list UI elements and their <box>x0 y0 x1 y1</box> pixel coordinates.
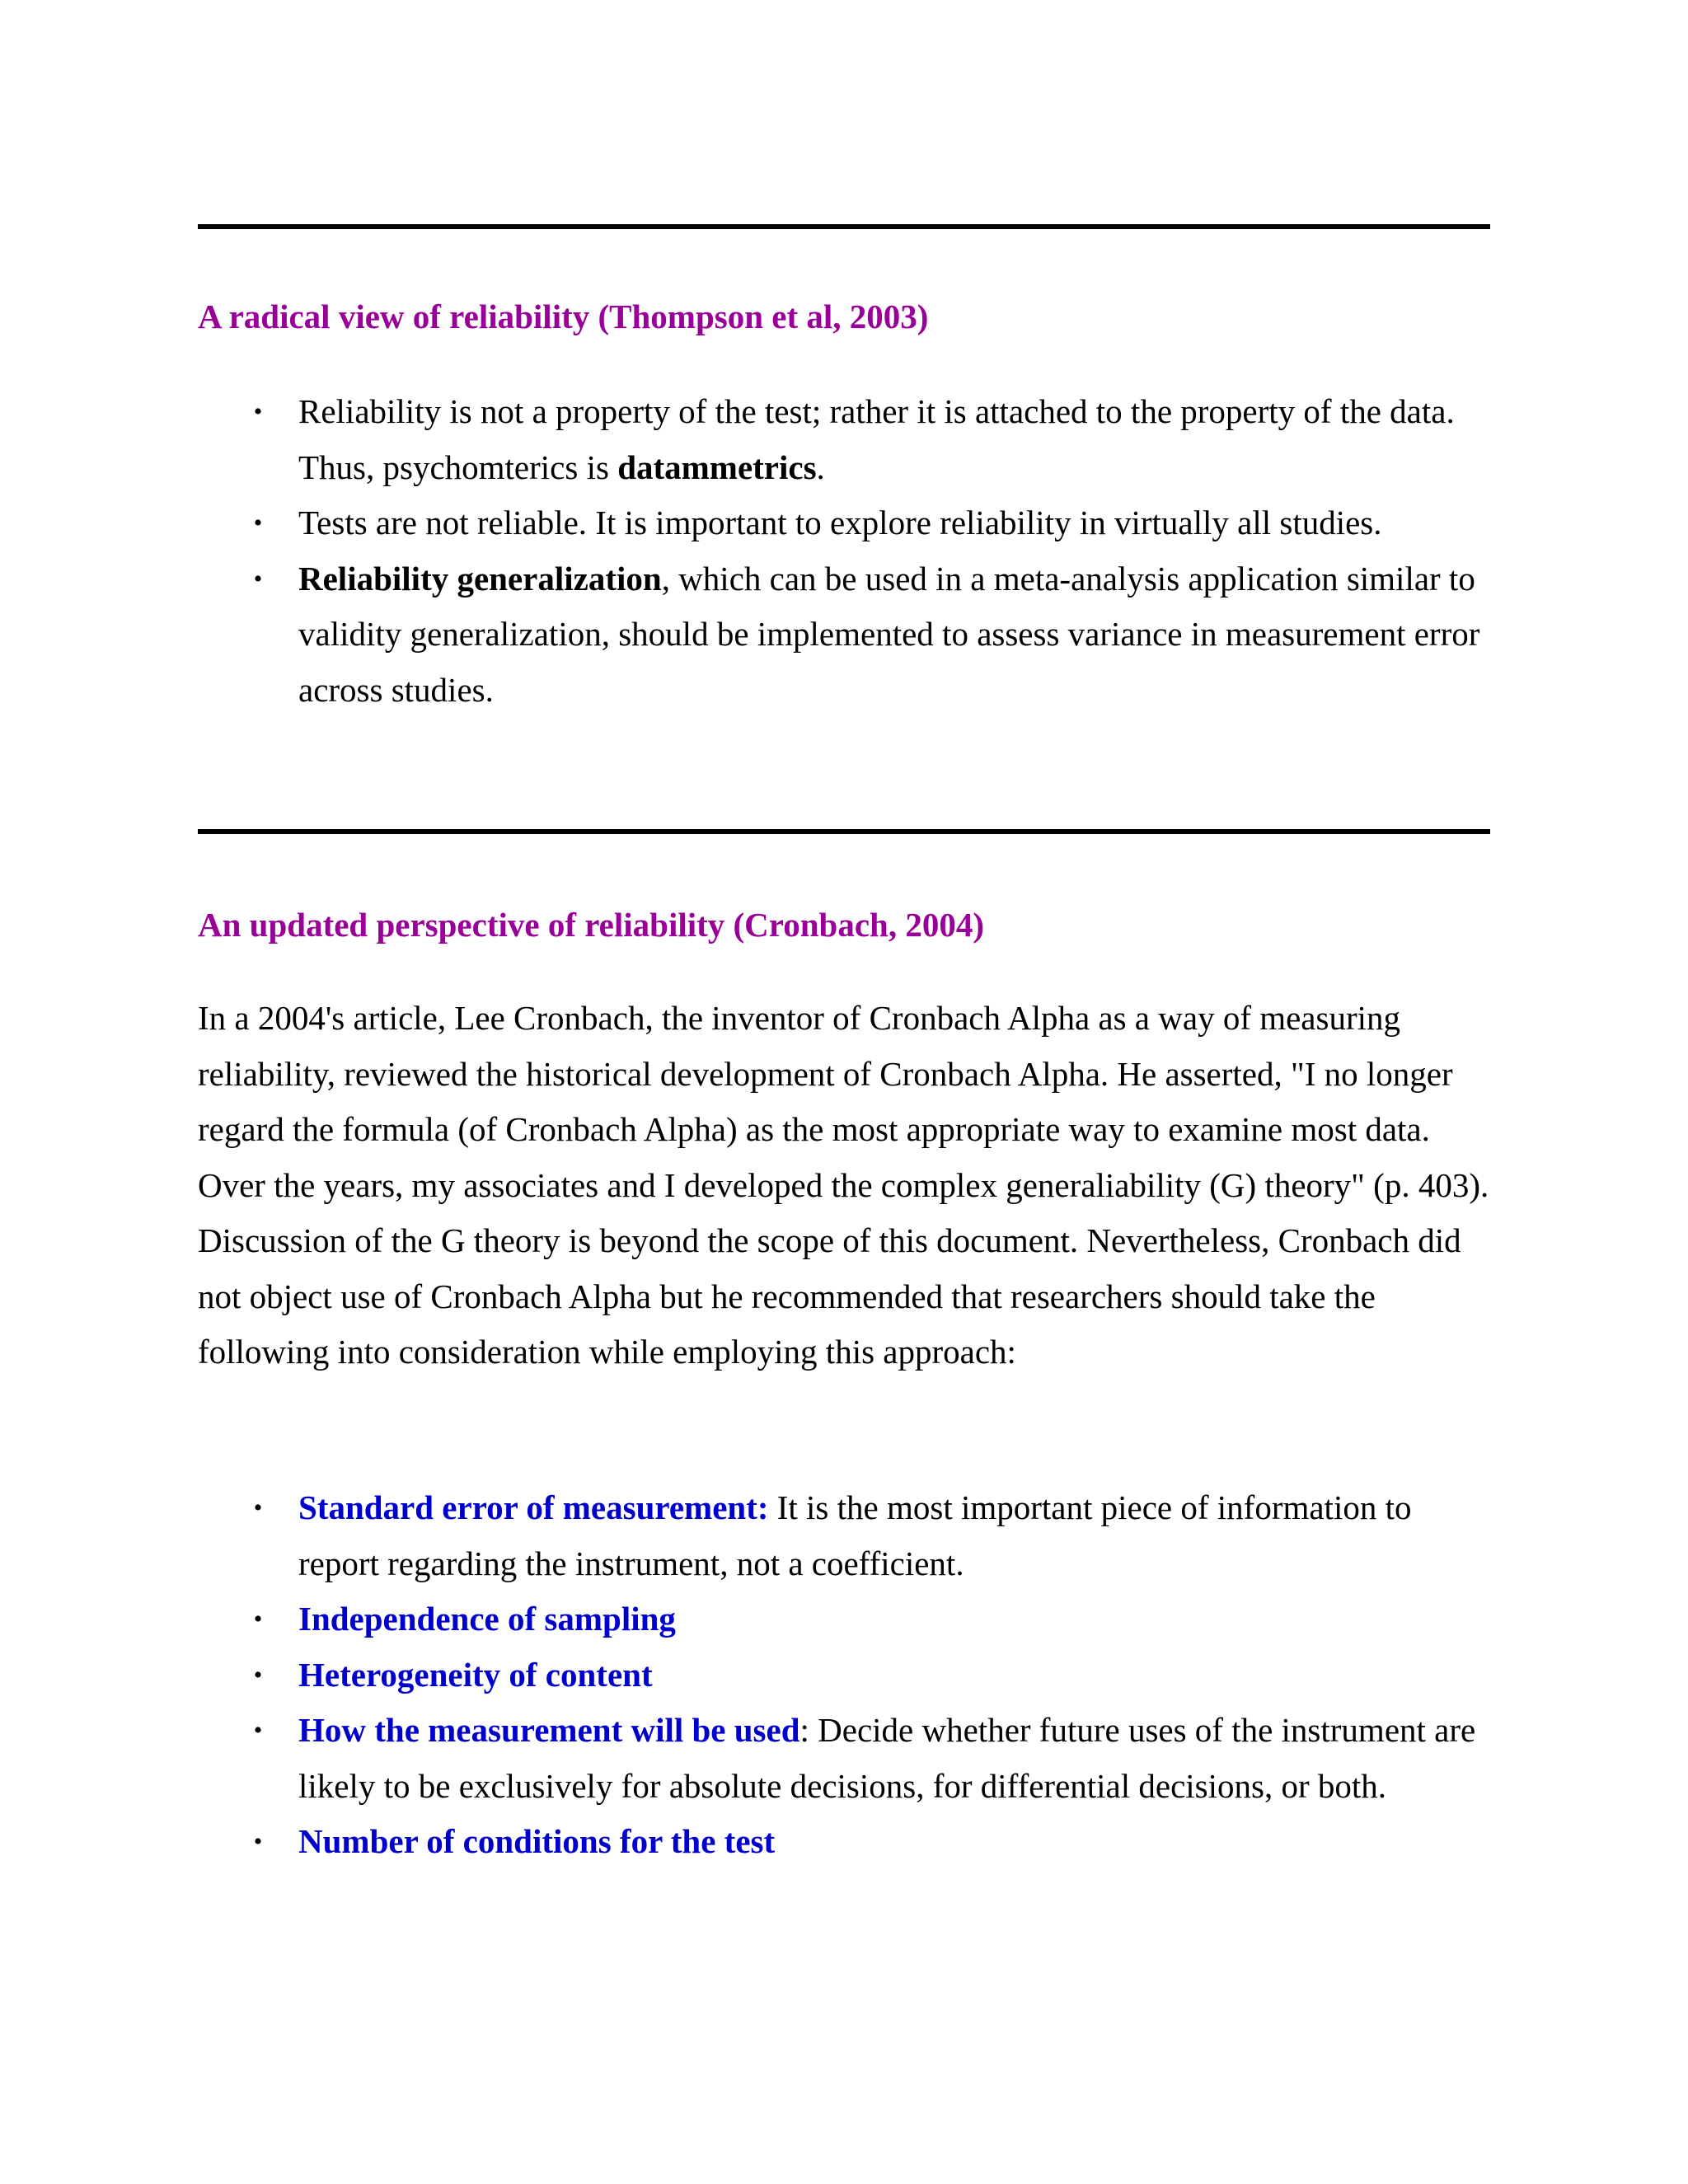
section1-bullet-list <box>198 384 1490 718</box>
section1-heading: A radical view of reliability (Thompson et al, 2003) <box>198 298 929 335</box>
list-item <box>198 551 1490 719</box>
list-item <box>198 1591 1490 1647</box>
list-item <box>198 1647 1490 1704</box>
bullet-bold-term: datammetrics <box>617 448 817 486</box>
list-item <box>198 1814 1490 1870</box>
bullet-icon: • <box>253 1717 263 1744</box>
bullet-term: How the measurement will be used <box>298 1711 800 1749</box>
bullet-bold-term: Reliability generalization <box>298 559 662 598</box>
list-item <box>198 1480 1490 1591</box>
bullet-term: Heterogeneity of content <box>298 1655 653 1694</box>
top-divider <box>198 224 1490 229</box>
section2-paragraph: In a 2004's article, Lee Cronbach, the inventor of Cronbach Alpha as a way of measuring reliability, reviewed the historical development of Cronbach Alpha. He asserted, "I no longer regard the formula (of Cronbach Alpha) as the most appropriate way to examine most data. Over the years, my associates and I developed the complex generaliability (G) theory" (p. 403). Discussion of the G theory is beyond the scope of this document. Nevertheless, Cronbach did not object use of Cronbach Alpha but he recommended that researchers should take the following into consideration while employing this approach: <box>198 999 1489 1371</box>
bullet-icon: • <box>253 1494 263 1521</box>
section2-heading: An updated perspective of reliability (Cronbach, 2004) <box>198 906 985 944</box>
bullet-icon: • <box>253 1661 263 1689</box>
bullet-text: Reliability is not a property of the test; rather it is attached to the property of the data. Thus, psychomterics is <box>298 392 1455 486</box>
bullet-text: : Decide whether future uses of the instrument are likely to be exclusively for absolute decisions, for differential decisions, or both. <box>298 1711 1476 1805</box>
bullet-term: Independence of sampling <box>298 1600 676 1638</box>
bullet-icon: • <box>253 1828 263 1855</box>
bullet-text: It is the most important piece of information to report regarding the instrument, not a coefficient. <box>298 1488 1412 1582</box>
bullet-icon: • <box>253 1605 263 1633</box>
section2-bullet-list <box>198 1480 1490 1870</box>
middle-divider <box>198 829 1490 834</box>
bullet-term: Number of conditions for the test <box>298 1822 776 1860</box>
bullet-icon: • <box>253 398 263 425</box>
bullet-term: Standard error of measurement: <box>298 1488 769 1526</box>
bullet-icon: • <box>253 565 263 593</box>
bullet-text: , which can be used in a meta-analysis application similar to validity generalization, should be implemented to assess variance in measurement error across studies. <box>298 559 1480 709</box>
bullet-icon: • <box>253 509 263 537</box>
bullet-text-end: . <box>816 448 825 486</box>
list-item <box>198 495 1490 551</box>
list-item <box>198 1703 1490 1814</box>
bullet-text: Tests are not reliable. It is important to explore reliability in virtually all studies. <box>298 504 1382 541</box>
list-item <box>198 384 1490 495</box>
